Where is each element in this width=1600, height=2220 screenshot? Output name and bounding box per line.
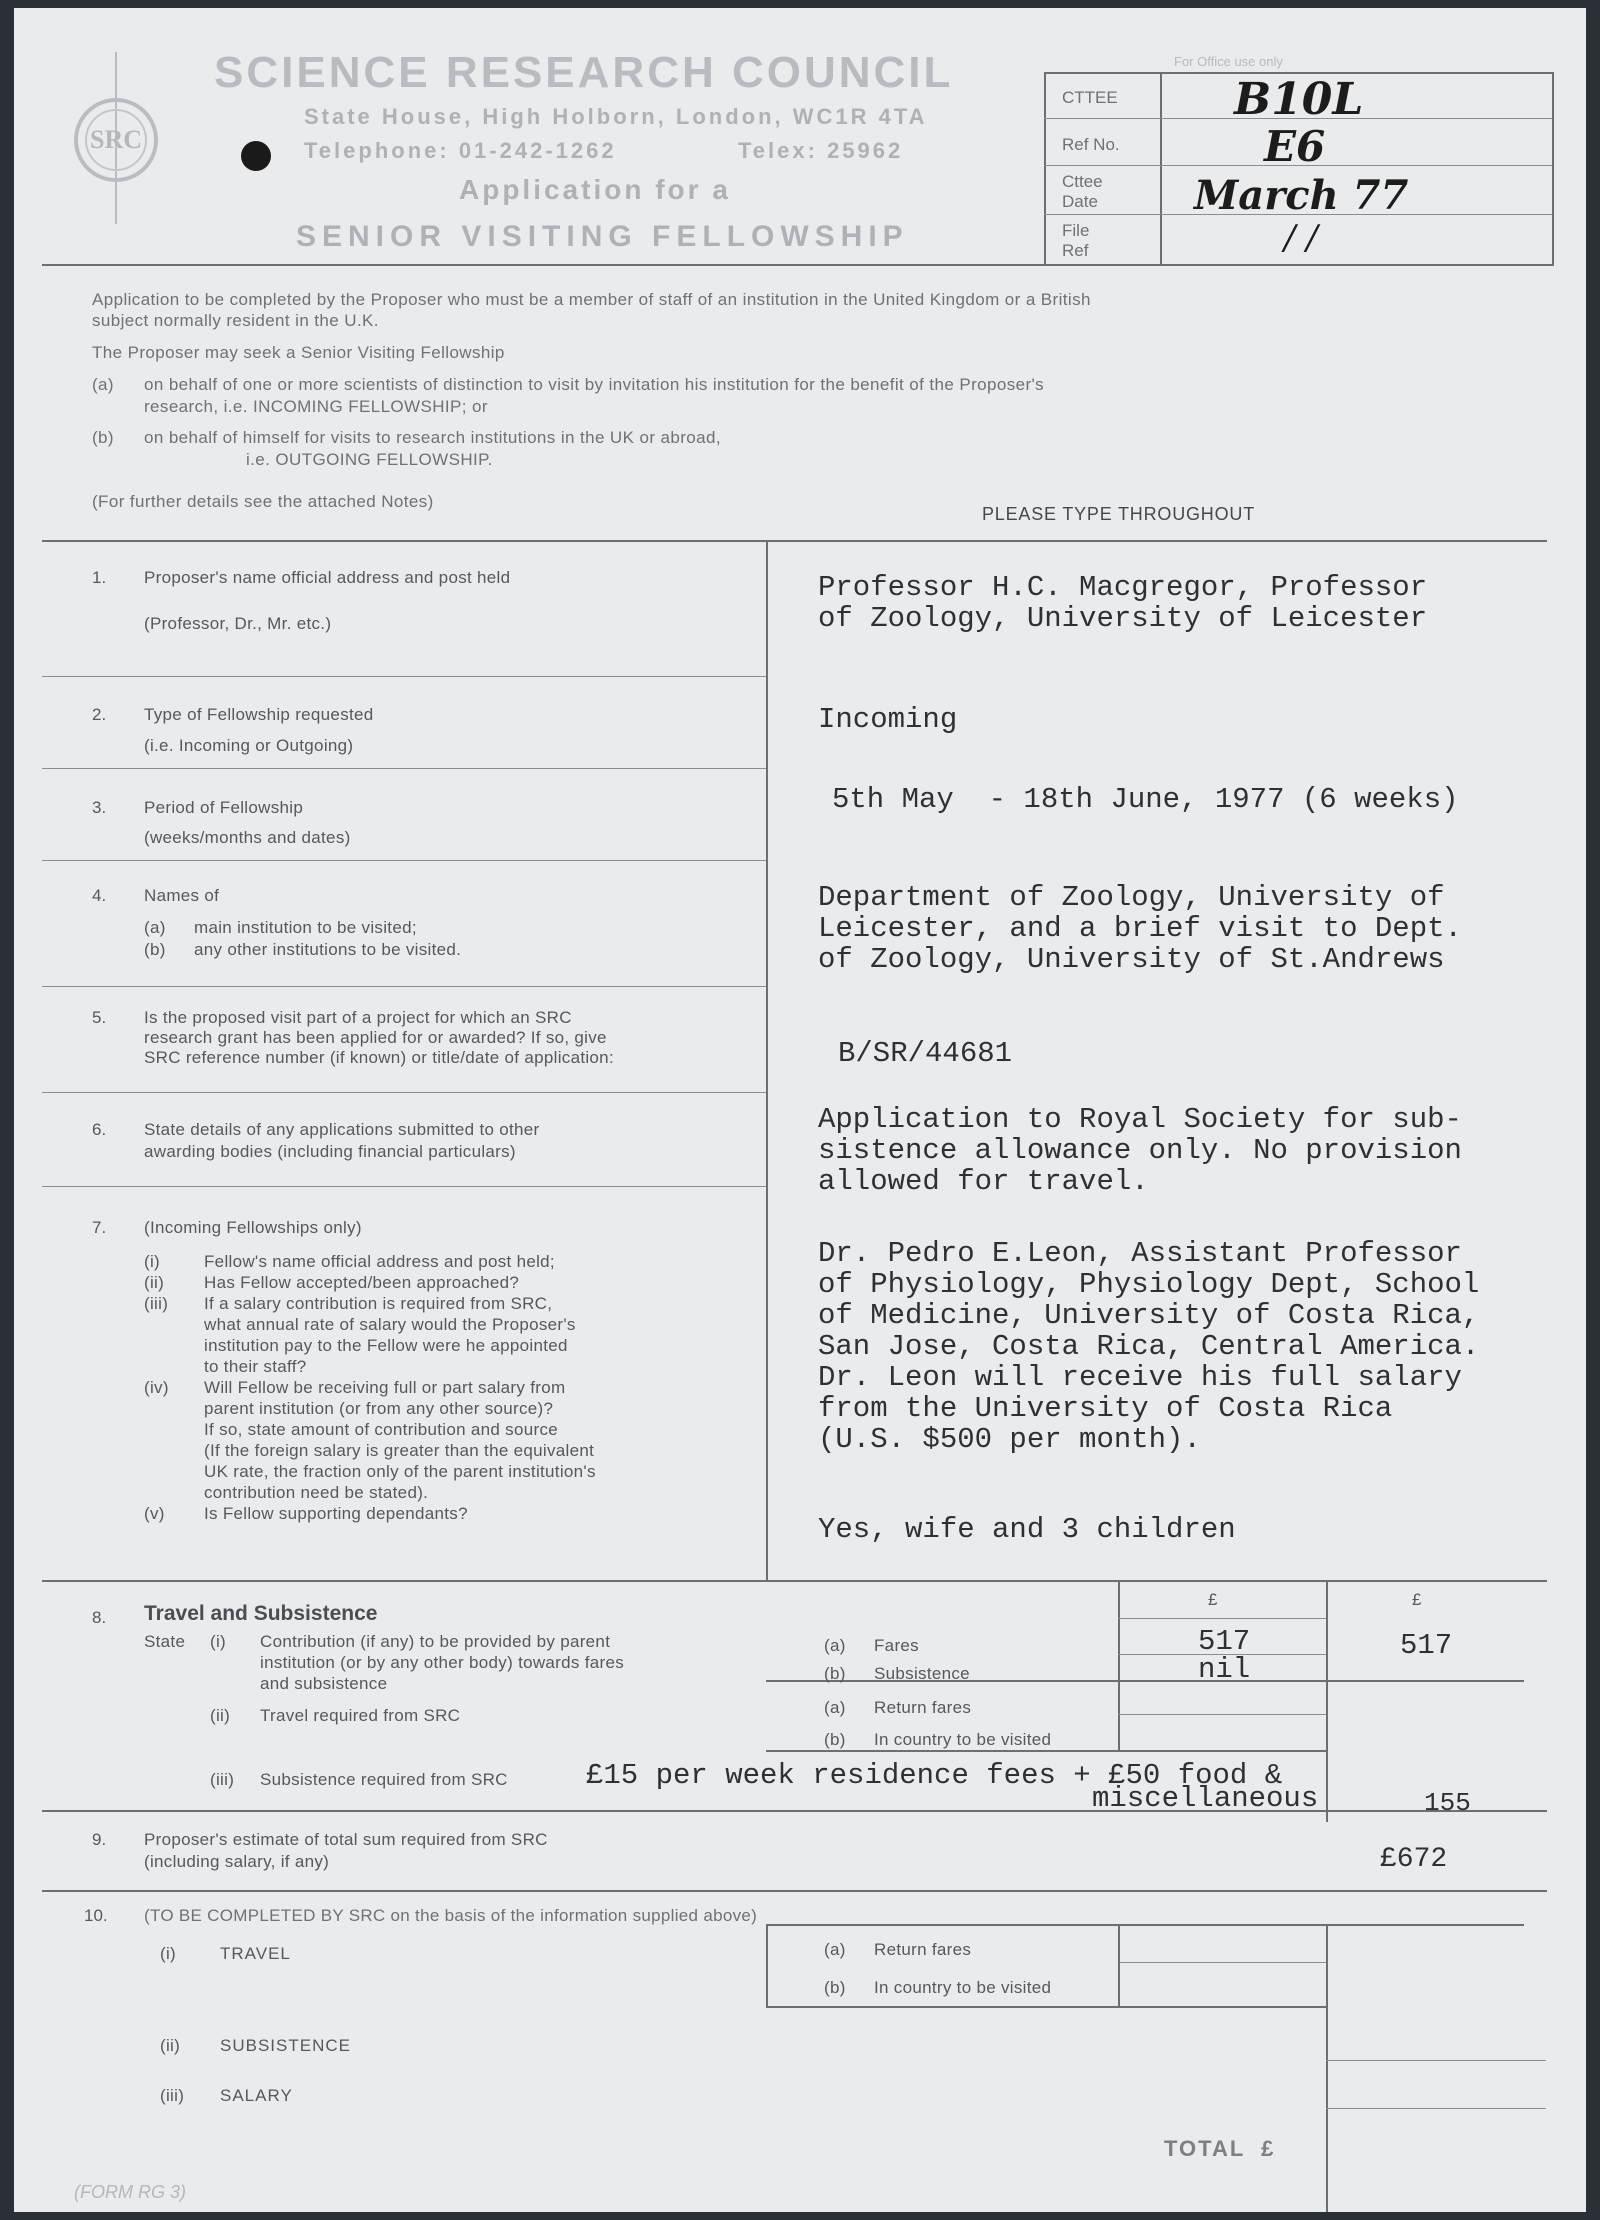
q6-answer-line-3: allowed for travel.: [818, 1165, 1149, 1198]
q6-answer-line-2: sistence allowance only. No provision: [818, 1134, 1462, 1167]
q7-item-marker: (iv): [144, 1378, 169, 1397]
q7-item-text: Has Fellow accepted/been approached?: [204, 1273, 520, 1292]
type-throughout-note: PLEASE TYPE THROUGHOUT: [982, 504, 1255, 524]
q7-number: 7.: [92, 1218, 107, 1237]
q10-total-label: TOTAL £: [1164, 2136, 1276, 2161]
q7-item-text: UK rate, the fraction only of the parent institution's: [204, 1462, 596, 1481]
q1-answer-line-1: Professor H.C. Macgregor, Professor: [818, 571, 1428, 604]
q8-row-return-fares-marker: (a): [824, 1698, 846, 1717]
office-label-date: Cttee Date: [1062, 172, 1103, 211]
q3-hint: (weeks/months and dates): [144, 828, 351, 847]
q7-item-text: Will Fellow be receiving full or part salary from: [204, 1378, 566, 1397]
q1-number: 1.: [92, 568, 107, 587]
form-code: (FORM RG 3): [74, 2182, 186, 2202]
q7-item-marker: (iii): [144, 1294, 169, 1313]
q10-ii-marker: (ii): [160, 2036, 181, 2055]
q10-salary-label: SALARY: [220, 2086, 293, 2105]
srs-logo-icon: [64, 48, 164, 228]
intro-further: (For further details see the attached Notes): [92, 492, 434, 511]
q8-currency-col-2: £: [1412, 1590, 1422, 1609]
intro-a-marker: (a): [92, 375, 114, 394]
q1-question: Proposer's name official address and post held: [144, 568, 511, 587]
q8-iii-marker: (iii): [210, 1770, 235, 1789]
q4-answer-line-1: Department of Zoology, University of: [818, 881, 1445, 914]
q8-row-in-country-marker: (b): [824, 1730, 846, 1749]
q3-question: Period of Fellowship: [144, 798, 304, 817]
q7-answer-v: Yes, wife and 3 children: [818, 1513, 1236, 1546]
q7-answer-line-7: (U.S. $500 per month).: [818, 1423, 1201, 1456]
q7-item-text: Is Fellow supporting dependants?: [204, 1504, 468, 1523]
q8-i-marker: (i): [210, 1632, 226, 1651]
q7-answer-line-6: from the University of Costa Rica: [818, 1392, 1393, 1425]
q8-row-fares-value: 517: [1198, 1625, 1251, 1658]
q8-total-i: 517: [1400, 1629, 1453, 1662]
q5-number: 5.: [92, 1008, 107, 1027]
header-subtitle: Application for a: [459, 174, 731, 205]
q7-item-text: institution pay to the Fellow were he appointed: [204, 1336, 568, 1355]
q7-answer-line-4: San Jose, Costa Rica, Central America.: [818, 1330, 1480, 1363]
q9-number: 9.: [92, 1830, 107, 1849]
office-value-date: March 77: [1194, 172, 1409, 219]
q8-iii-answer-line-2: miscellaneous: [1092, 1782, 1319, 1815]
q9-line-2: (including salary, if any): [144, 1852, 330, 1871]
q8-row-subsistence-value: nil: [1198, 1653, 1251, 1686]
q8-i-line-1: Contribution (if any) to be provided by parent: [260, 1632, 611, 1651]
q7-item-marker: (v): [144, 1504, 165, 1523]
q7-item-marker: (i): [144, 1252, 160, 1271]
q10-instruction: (TO BE COMPLETED BY SRC on the basis of the information supplied above): [144, 1906, 758, 1925]
office-value-ref: E6: [1264, 122, 1326, 171]
office-label-cttee: CTTEE: [1062, 88, 1118, 107]
q8-ii-text: Travel required from SRC: [260, 1706, 461, 1725]
q8-currency-col-1: £: [1208, 1590, 1218, 1609]
q8-iii-answer-line-1: £15 per week residence fees + £50 food &: [586, 1759, 1283, 1792]
q2-answer: Incoming: [818, 703, 958, 736]
q6-line-2: awarding bodies (including financial particulars): [144, 1142, 516, 1161]
q6-answer-line-1: Application to Royal Society for sub-: [818, 1103, 1462, 1136]
office-value-cttee: B10L: [1234, 74, 1364, 125]
q9-line-1: Proposer's estimate of total sum required from SRC: [144, 1830, 548, 1849]
q8-row-subsistence-marker: (b): [824, 1664, 846, 1683]
q8-ii-marker: (ii): [210, 1706, 231, 1725]
q9-answer: £672: [1380, 1844, 1448, 1875]
q7-item-text: If so, state amount of contribution and source: [204, 1420, 558, 1439]
q10-travel-label: TRAVEL: [220, 1944, 291, 1963]
q8-total-iii: 155: [1424, 1788, 1471, 1818]
q4-answer-line-3: of Zoology, University of St.Andrews: [818, 943, 1445, 976]
q8-row-in-country-label: In country to be visited: [874, 1730, 1052, 1749]
q8-i-line-3: and subsistence: [260, 1674, 388, 1693]
q7-item-text: Fellow's name official address and post held;: [204, 1252, 555, 1271]
q7-answer-line-2: of Physiology, Physiology Dept, School: [818, 1268, 1480, 1301]
organisation-name: SCIENCE RESEARCH COUNCIL: [214, 48, 954, 97]
q1-hint: (Professor, Dr., Mr. etc.): [144, 614, 332, 633]
q2-question: Type of Fellowship requested: [144, 705, 374, 724]
intro-a-line-1: on behalf of one or more scientists of distinction to visit by invitation his institution for the benefit of the Proposer's: [144, 375, 1045, 394]
q8-state: State: [144, 1632, 186, 1651]
q8-row-fares-label: Fares: [874, 1636, 919, 1655]
office-label-file: File Ref: [1062, 221, 1090, 260]
q7-item-text: If a salary contribution is required from SRC,: [204, 1294, 553, 1313]
srs-logo: [64, 48, 164, 228]
q7-answer-line-3: of Medicine, University of Costa Rica,: [818, 1299, 1480, 1332]
q8-iii-text: Subsistence required from SRC: [260, 1770, 508, 1789]
logo-text: SRC: [89, 125, 143, 154]
q3-answer: 5th May - 18th June, 1977 (6 weeks): [832, 783, 1459, 816]
q10-number: 10.: [84, 1906, 108, 1925]
header-telephone: Telephone: 01-242-1262: [304, 138, 617, 163]
q7-answer-line-1: Dr. Pedro E.Leon, Assistant Professor: [818, 1237, 1462, 1270]
q7-item-marker: (ii): [144, 1273, 165, 1292]
q7-item-text: to their staff?: [204, 1357, 307, 1376]
q10-row-return-fares-label: Return fares: [874, 1940, 972, 1959]
office-label-ref: Ref No.: [1062, 135, 1120, 154]
q5-line-3: SRC reference number (if known) or title/date of application:: [144, 1048, 614, 1067]
office-use-note: For Office use only: [1174, 54, 1283, 69]
q10-row-in-country-label: In country to be visited: [874, 1978, 1052, 1997]
q1-answer-line-2: of Zoology, University of Leicester: [818, 602, 1428, 635]
q6-number: 6.: [92, 1120, 107, 1139]
q2-number: 2.: [92, 705, 107, 724]
q7-answer-line-5: Dr. Leon will receive his full salary: [818, 1361, 1462, 1394]
application-form-page: [14, 8, 1586, 2212]
q8-number: 8.: [92, 1608, 107, 1627]
q4-b-text: any other institutions to be visited.: [194, 940, 462, 959]
q3-number: 3.: [92, 798, 107, 817]
q4-number: 4.: [92, 886, 107, 905]
intro-line-3: The Proposer may seek a Senior Visiting Fellowship: [92, 343, 505, 362]
q7-title: (Incoming Fellowships only): [144, 1218, 362, 1237]
header-telex: Telex: 25962: [738, 138, 904, 163]
q5-answer: B/SR/44681: [838, 1037, 1013, 1070]
q8-row-subsistence-label: Subsistence: [874, 1664, 970, 1683]
q4-a-text: main institution to be visited;: [194, 918, 417, 937]
header-title: SENIOR VISITING FELLOWSHIP: [296, 220, 909, 253]
intro-b-marker: (b): [92, 428, 114, 447]
office-value-file: / /: [1284, 218, 1318, 258]
q10-subsistence-label: SUBSISTENCE: [220, 2036, 351, 2055]
q10-row-return-fares-marker: (a): [824, 1940, 846, 1959]
q6-line-1: State details of any applications submitted to other: [144, 1120, 540, 1139]
intro-line-1: Application to be completed by the Proposer who must be a member of staff of an institution in the United Kingdom or a British: [92, 290, 1091, 309]
intro-line-2: subject normally resident in the U.K.: [92, 311, 379, 330]
intro-b-line-1: on behalf of himself for visits to research institutions in the UK or abroad,: [144, 428, 721, 447]
q4-question: Names of: [144, 886, 220, 905]
q8-title: Travel and Subsistence: [144, 1602, 378, 1625]
q7-item-text: contribution need be stated).: [204, 1483, 429, 1502]
q10-i-marker: (i): [160, 1944, 176, 1963]
q10-iii-marker: (iii): [160, 2086, 185, 2105]
q5-line-2: research grant has been applied for or awarded? If so, give: [144, 1028, 607, 1047]
q7-item-text: (If the foreign salary is greater than the equivalent: [204, 1441, 595, 1460]
intro-a-line-2: research, i.e. INCOMING FELLOWSHIP; or: [144, 397, 488, 416]
q8-i-line-2: institution (or by any other body) towards fares: [260, 1653, 625, 1672]
q4-b-marker: (b): [144, 940, 166, 959]
q4-answer-line-2: Leicester, and a brief visit to Dept.: [818, 912, 1462, 945]
q4-a-marker: (a): [144, 918, 166, 937]
header-address: State House, High Holborn, London, WC1R 4TA: [304, 104, 928, 129]
intro-b-line-2: i.e. OUTGOING FELLOWSHIP.: [246, 450, 493, 469]
q2-hint: (i.e. Incoming or Outgoing): [144, 736, 354, 755]
q10-row-in-country-marker: (b): [824, 1978, 846, 1997]
q8-row-return-fares-label: Return fares: [874, 1698, 972, 1717]
q8-row-fares-marker: (a): [824, 1636, 846, 1655]
q5-line-1: Is the proposed visit part of a project for which an SRC: [144, 1008, 572, 1027]
punch-hole: [241, 141, 271, 171]
q7-item-text: what annual rate of salary would the Proposer's: [204, 1315, 576, 1334]
q7-item-text: parent institution (or from any other source)?: [204, 1399, 554, 1418]
